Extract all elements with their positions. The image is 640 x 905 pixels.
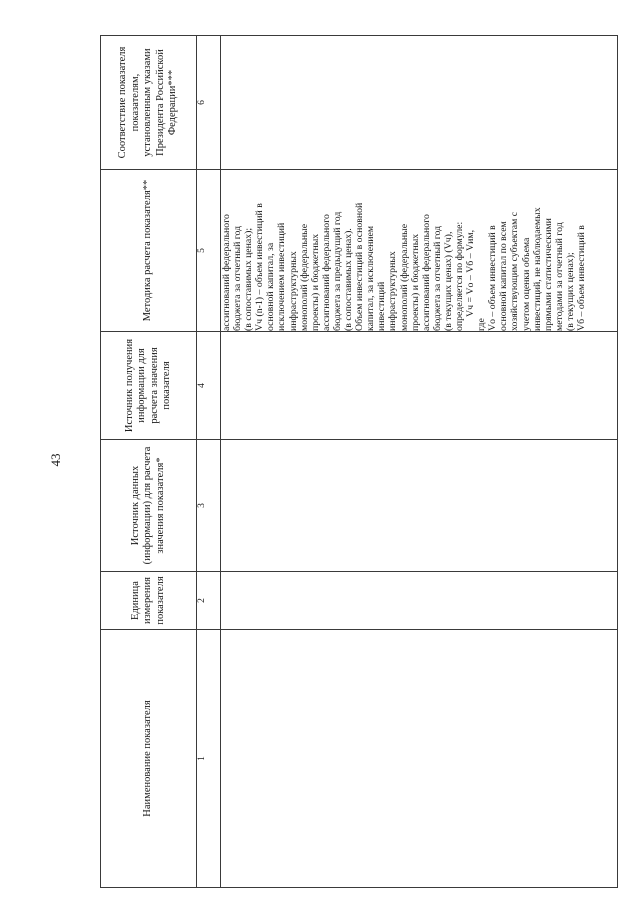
method-line: учетом оценки объема (520, 237, 532, 331)
header-indicator-name: Наименование показателя (101, 630, 197, 888)
method-line: бюджета за отчетный год (431, 225, 443, 331)
method-line: инвестиций, не наблюдаемых (531, 207, 543, 331)
method-line: монополий (федеральные (398, 223, 410, 331)
column-number: 5 (197, 170, 221, 332)
rotated-page-content (100, 36, 618, 888)
header-unit: Единица измерения показателя (101, 572, 197, 630)
method-line: капитал, за исключением (365, 225, 377, 331)
method-line: инвестиций (376, 281, 388, 331)
method-line: бюджета за отчетный год (232, 225, 244, 331)
cell-info-source (221, 332, 618, 440)
indicators-table (100, 35, 618, 888)
method-line: Vб – объем инвестиций в (576, 225, 587, 331)
cell-calculation-method (221, 170, 618, 332)
method-line: бюджета за предыдущий год (331, 211, 343, 331)
cell-indicator-name (221, 630, 618, 888)
method-line: Объем инвестиций в основной (354, 202, 366, 331)
page-number: 43 (48, 453, 63, 467)
method-line: проекты) и бюджетных (409, 233, 421, 331)
method-line: (в сопоставимых ценах); (243, 227, 255, 331)
header-data-source: Источник данных (информации) для расчета значения показателя* (101, 440, 197, 572)
method-line: (в текущих ценах) (Vч), (442, 231, 454, 331)
method-line: хозяйствующим субъектам с (509, 211, 521, 331)
column-number: 6 (197, 36, 221, 170)
header-decree-correspondence: Соответствие показателя показателям, установленным указами Президента Российской Федерации*** (101, 36, 197, 170)
method-line: Vч (n-1) – объем инвестиций в (254, 203, 266, 331)
header-info-source: Источник получения информации для расчета значения показателя (101, 332, 197, 440)
table-header-row (101, 36, 197, 888)
method-line: ассигнований федерального (420, 214, 432, 331)
column-number: 2 (197, 572, 221, 630)
cell-unit (221, 572, 618, 630)
method-line: ассигнований федерального (320, 214, 332, 331)
method-line: проекты) и бюджетных (309, 233, 321, 331)
method-line: инфраструктурных (287, 251, 299, 331)
method-line: основной капитал по всем (498, 221, 510, 331)
method-line: исключением инвестиций (276, 222, 288, 331)
method-line: (в сопоставимых ценах). (343, 228, 355, 331)
method-line: прямыми статистическими (542, 218, 554, 331)
method-line: где (476, 318, 488, 331)
cell-decree-correspondence (221, 36, 618, 170)
method-line: определяется по формуле: (453, 221, 465, 331)
method-line: (в текущих ценах); (564, 252, 576, 331)
column-number: 1 (197, 630, 221, 888)
cell-data-source (221, 440, 618, 572)
table-row (221, 36, 618, 888)
method-formula: Vч = Vо – Vб – Vим, (465, 229, 477, 317)
header-calculation-method: Методика расчета показателя** (101, 170, 197, 332)
method-line: Vо – объем инвестиций в (487, 225, 499, 331)
method-line: основной капитал, за (265, 242, 277, 331)
column-number-row (197, 36, 221, 888)
method-line: монополий (федеральные (298, 223, 310, 331)
method-line: инфраструктурных (387, 251, 399, 331)
method-line: ассигнований федерального (221, 214, 232, 331)
column-number: 4 (197, 332, 221, 440)
method-line: методами за отчетный год (553, 222, 565, 331)
column-number: 3 (197, 440, 221, 572)
